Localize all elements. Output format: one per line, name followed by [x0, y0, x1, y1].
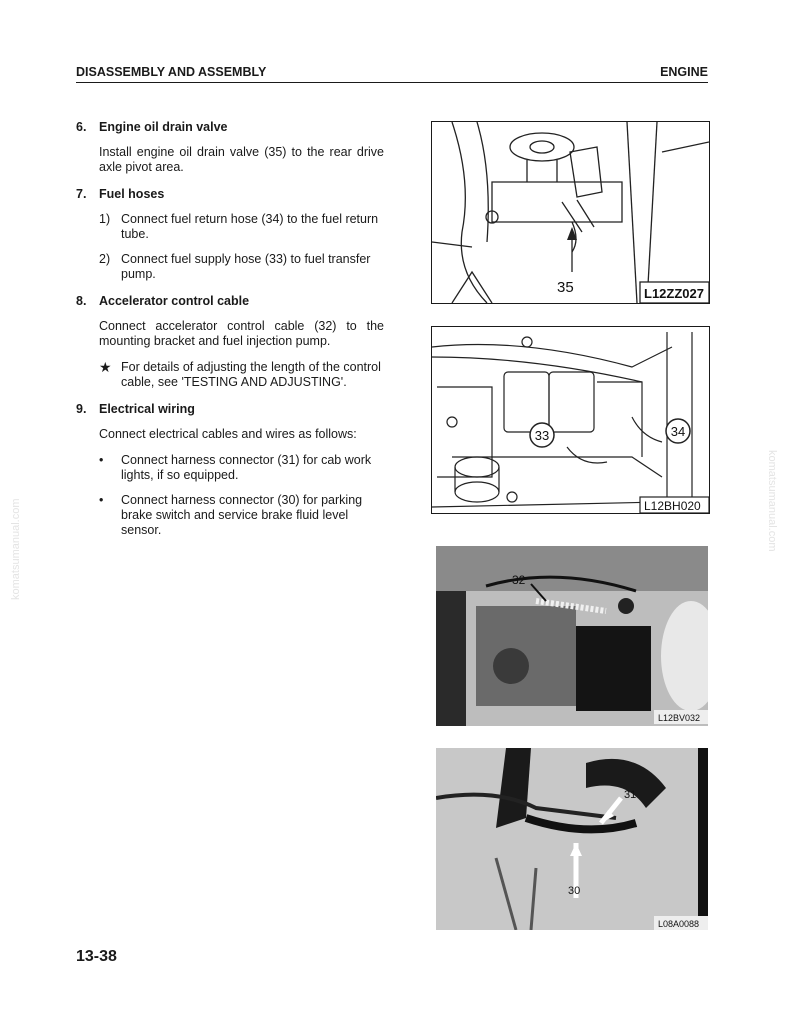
step-item	[99, 212, 384, 242]
step-number: 1)	[99, 212, 111, 226]
star-icon: ★	[99, 359, 112, 375]
section-number: 6.	[76, 120, 87, 134]
step-number: 2)	[99, 252, 111, 266]
section-accelerator-cable	[76, 294, 384, 390]
section-fuel-hoses	[76, 187, 384, 282]
header-chapter-title: ENGINE	[660, 65, 708, 79]
section-title: Accelerator control cable	[99, 294, 250, 308]
figure-accelerator-cable	[436, 546, 708, 726]
section-paragraph: Connect electrical cables and wires as follows:	[99, 427, 357, 441]
page-header	[76, 64, 708, 83]
section-number: 7.	[76, 187, 87, 201]
watermark-right: komatsumanual.com	[766, 450, 778, 552]
bullet-item	[99, 493, 384, 538]
section-number: 9.	[76, 402, 87, 416]
callout-32: 32	[512, 573, 526, 587]
instruction-text	[76, 120, 384, 550]
section-oil-drain-valve	[76, 120, 384, 175]
section-paragraph: Install engine oil drain valve (35) to the rear drive axle pivot area.	[99, 145, 384, 174]
drain-valve-illustration	[432, 122, 709, 303]
section-paragraph: Connect accelerator control cable (32) to the mounting bracket and fuel injection pump.	[99, 319, 384, 348]
bullet-item	[99, 453, 384, 483]
figure-code: L12BH020	[644, 499, 701, 513]
figure-fuel-hoses	[431, 326, 710, 514]
bullet-text: Connect harness connector (30) for parking brake switch and service brake fluid level sensor.	[121, 493, 363, 537]
header-section-title: DISASSEMBLY AND ASSEMBLY	[76, 65, 267, 79]
figure-harness-connectors	[436, 748, 708, 930]
step-text: Connect fuel return hose (34) to the fuel return tube.	[121, 212, 379, 241]
accelerator-cable-photo	[436, 546, 708, 726]
step-item	[99, 252, 384, 282]
section-title: Engine oil drain valve	[99, 120, 228, 134]
callout-33: 33	[534, 428, 550, 443]
callout-31: 31	[624, 789, 637, 801]
callout-35: 35	[557, 279, 574, 296]
note	[99, 360, 384, 390]
callout-30: 30	[568, 885, 581, 897]
figure-code: L12ZZ027	[644, 286, 704, 301]
section-electrical-wiring	[76, 402, 384, 538]
fuel-hoses-illustration	[432, 327, 709, 513]
watermark-left: komatsumanual.com	[10, 498, 22, 600]
bullet-text: Connect harness connector (31) for cab work lights, if so equipped.	[121, 453, 372, 482]
step-text: Connect fuel supply hose (33) to fuel transfer pump.	[121, 252, 371, 281]
callout-34: 34	[670, 424, 686, 439]
figure-code: L12BV032	[658, 713, 701, 723]
note-text: For details of adjusting the length of the control cable, see 'TESTING AND ADJUSTING'.	[121, 360, 381, 389]
section-title: Electrical wiring	[99, 402, 195, 416]
section-title: Fuel hoses	[99, 187, 165, 201]
bullet-icon: •	[99, 493, 104, 507]
harness-connectors-photo	[436, 748, 708, 930]
section-number: 8.	[76, 294, 87, 308]
page-number: 13-38	[76, 948, 117, 965]
figure-code: L08A0088	[658, 919, 700, 929]
figure-drain-valve	[431, 121, 710, 304]
bullet-icon: •	[99, 453, 104, 467]
